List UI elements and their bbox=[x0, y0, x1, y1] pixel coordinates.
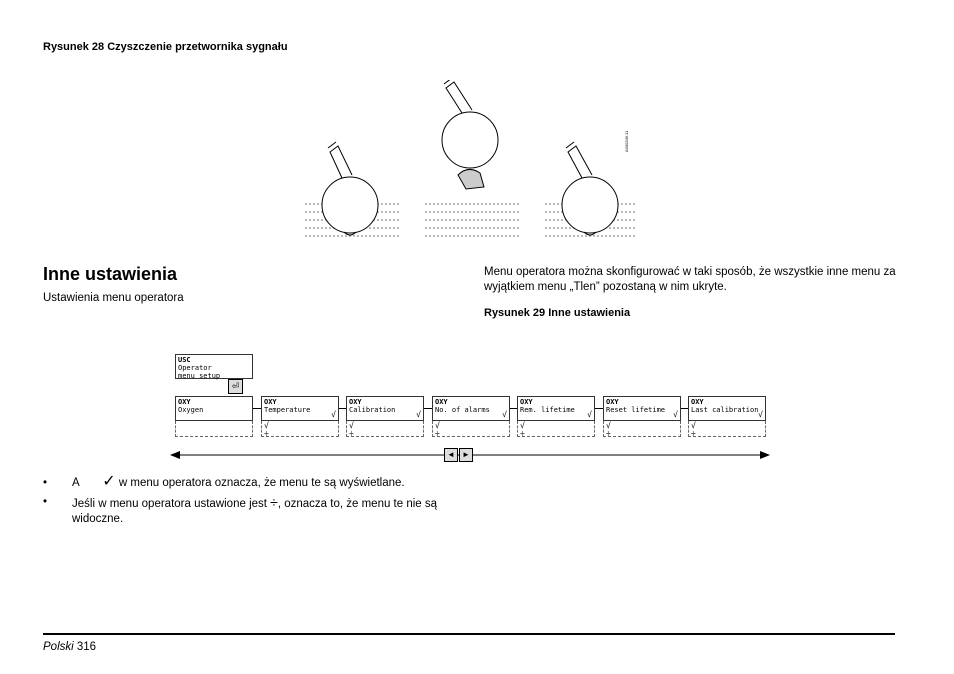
sub-line-2: ÷ bbox=[606, 429, 611, 438]
figure-29-title: Rysunek 29 Inne ustawienia bbox=[484, 307, 631, 319]
figure-28-title: Rysunek 28 Czyszczenie przetwornika sygnału bbox=[43, 41, 288, 53]
menu-tag: OXY bbox=[691, 398, 704, 406]
root-line2: Operator bbox=[178, 364, 212, 372]
sub-line-2: ÷ bbox=[691, 429, 696, 438]
menu-sub-display-1 bbox=[261, 421, 339, 437]
section-heading: Inne ustawienia bbox=[43, 264, 178, 284]
sub-line-1: √ bbox=[349, 421, 354, 430]
menu-tag: OXY bbox=[264, 398, 277, 406]
bullet-1-text: w menu operatora oznacza, że menu te są wyświetlane. bbox=[118, 477, 405, 489]
menu-label: Calibration bbox=[349, 406, 396, 414]
menu-label: No. of alarms bbox=[435, 406, 490, 414]
sub-line-2: ÷ bbox=[264, 429, 269, 438]
menu-check: √ bbox=[587, 410, 592, 419]
menu-display-3 bbox=[432, 396, 510, 421]
bullet-1-prefix: A bbox=[72, 477, 80, 489]
menu-sub-display-4 bbox=[517, 421, 595, 437]
sub-line-1: √ bbox=[691, 421, 696, 430]
menu-label: Last calibration bbox=[691, 406, 759, 414]
sub-line-1: √ bbox=[606, 421, 611, 430]
root-tag: USC bbox=[178, 356, 191, 364]
menu-check: √ bbox=[416, 410, 421, 419]
figure-code: A900349.11 bbox=[624, 130, 629, 152]
root-line3: menu setup bbox=[178, 372, 221, 380]
arrow-right-key-icon: ► bbox=[459, 448, 473, 462]
menu-sub-display-3 bbox=[432, 421, 510, 437]
enter-key-icon: ⏎ bbox=[228, 379, 243, 394]
menu-sub-display-2 bbox=[346, 421, 424, 437]
menu-display-5 bbox=[603, 396, 681, 421]
menu-check: √ bbox=[758, 410, 763, 419]
sensor-cleaning-illustration bbox=[300, 80, 640, 240]
menu-display-1 bbox=[261, 396, 339, 421]
menu-tag: OXY bbox=[520, 398, 533, 406]
menu-tag: OXY bbox=[349, 398, 362, 406]
section-subheading: Ustawienia menu operatora bbox=[43, 292, 184, 304]
menu-connector bbox=[253, 408, 261, 409]
menu-label: Oxygen bbox=[178, 406, 204, 414]
menu-check: √ bbox=[673, 410, 678, 419]
sub-line-1: √ bbox=[264, 421, 269, 430]
menu-tag: OXY bbox=[435, 398, 448, 406]
menu-tag: OXY bbox=[606, 398, 619, 406]
sub-line-2: ÷ bbox=[349, 429, 354, 438]
menu-display-6 bbox=[688, 396, 766, 421]
root-menu-display bbox=[175, 354, 253, 379]
menu-connector bbox=[424, 408, 432, 409]
sub-line-2: ÷ bbox=[520, 429, 525, 438]
menu-check: √ bbox=[331, 410, 336, 419]
bullet-2-text: , oznacza to, że menu te nie są widoczne. bbox=[72, 498, 438, 525]
footer bbox=[43, 640, 96, 655]
menu-sub-display-5 bbox=[603, 421, 681, 437]
bullet-2-prefix: Jeśli w menu operatora ustawione jest bbox=[72, 498, 267, 510]
footer-language: Polski bbox=[43, 641, 74, 653]
check-icon: ✓ bbox=[102, 473, 116, 490]
menu-connector bbox=[595, 408, 603, 409]
bullet-2: • Jeśli w menu operatora ustawione jest ÷, oznacza to, że menu te nie są widoczne. bbox=[43, 494, 438, 525]
menu-display-2 bbox=[346, 396, 424, 421]
page-number: 316 bbox=[76, 641, 97, 653]
menu-label: Reset lifetime bbox=[606, 406, 666, 414]
menu-display-4 bbox=[517, 396, 595, 421]
sub-line-1: √ bbox=[435, 421, 440, 430]
menu-label: Temperature bbox=[264, 406, 311, 414]
sub-line-1: √ bbox=[520, 421, 525, 430]
bullet-1: • A ✓ w menu operatora oznacza, że menu te są wyświetlane. bbox=[43, 473, 405, 490]
sub-line-2: ÷ bbox=[435, 429, 440, 438]
menu-check: √ bbox=[502, 410, 507, 419]
menu-sub-display-0 bbox=[175, 421, 253, 437]
menu-tag: OXY bbox=[178, 398, 191, 406]
menu-sub-display-6 bbox=[688, 421, 766, 437]
menu-display-0 bbox=[175, 396, 253, 421]
menu-label: Rem. lifetime bbox=[520, 406, 575, 414]
intro-paragraph: Menu operatora można skonfigurować w taki sposób, że wszystkie inne menu za wyjątkiem menu „Tlen” pozostaną w nim ukryte. bbox=[484, 266, 896, 293]
divide-icon: ÷ bbox=[270, 494, 278, 510]
arrow-left-key-icon: ◄ bbox=[444, 448, 458, 462]
footer-divider bbox=[43, 633, 895, 635]
